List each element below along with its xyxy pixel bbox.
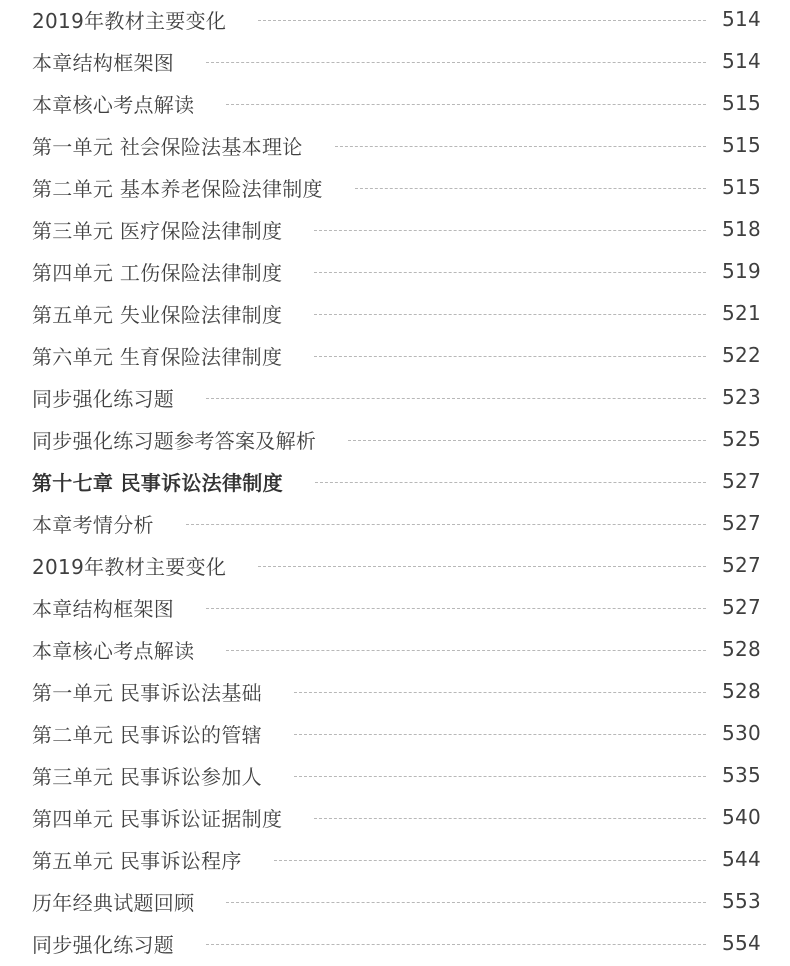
- toc-entry[interactable]: [32, 82, 762, 124]
- dot-leader: [335, 146, 706, 147]
- toc-entry-page: 515: [722, 133, 762, 157]
- dot-leader: [294, 734, 706, 735]
- dot-leader: [258, 566, 706, 567]
- toc-entry-page: 530: [722, 721, 762, 745]
- toc-entry-page: 523: [722, 385, 762, 409]
- toc-entry-page: 527: [722, 553, 762, 577]
- toc-entry-title: 第一单元 民事诉讼法基础: [32, 680, 262, 705]
- toc-entry-page: 515: [722, 175, 762, 199]
- dot-leader: [348, 440, 706, 441]
- toc-entry-page: 515: [722, 91, 762, 115]
- toc-entry-page: 527: [722, 511, 762, 535]
- toc-chapter-title: 第十七章 民事诉讼法律制度: [32, 470, 283, 495]
- toc-entry-title: 同步强化练习题参考答案及解析: [32, 428, 317, 453]
- toc-entry-page: 553: [722, 889, 762, 913]
- toc-entry-page: 528: [722, 637, 762, 661]
- toc-entry-title: 第二单元 民事诉讼的管辖: [32, 722, 262, 747]
- dot-leader: [206, 608, 706, 609]
- toc-entry-title: 本章结构框架图: [32, 596, 175, 621]
- toc-entry-title: 2019年教材主要变化: [32, 8, 227, 33]
- toc-entry-title: 同步强化练习题: [32, 932, 175, 957]
- toc-entry-page: 544: [722, 847, 762, 871]
- toc-entry[interactable]: [32, 670, 762, 712]
- toc-entry-title: 本章核心考点解读: [32, 92, 195, 117]
- toc-entry-title: 第三单元 民事诉讼参加人: [32, 764, 262, 789]
- dot-leader: [314, 314, 706, 315]
- toc-entry[interactable]: [32, 166, 762, 208]
- toc-entry-title: 第六单元 生育保险法律制度: [32, 344, 283, 369]
- toc-entry-title: 第四单元 民事诉讼证据制度: [32, 806, 283, 831]
- toc-entry[interactable]: [32, 754, 762, 796]
- dot-leader: [226, 650, 706, 651]
- toc-entry-title: 第三单元 医疗保险法律制度: [32, 218, 283, 243]
- toc-entry[interactable]: [32, 880, 762, 922]
- toc-entry-page: 528: [722, 679, 762, 703]
- toc-entry-page: 521: [722, 301, 762, 325]
- toc-entry[interactable]: [32, 124, 762, 166]
- toc-entry-page: 535: [722, 763, 762, 787]
- toc-entry-page: 518: [722, 217, 762, 241]
- dot-leader: [314, 356, 706, 357]
- toc-entry-title: 2019年教材主要变化: [32, 554, 227, 579]
- toc-entry[interactable]: [32, 586, 762, 628]
- toc-entry[interactable]: [32, 922, 762, 964]
- dot-leader: [294, 692, 706, 693]
- dot-leader: [274, 860, 706, 861]
- toc-entry-page: 514: [722, 49, 762, 73]
- toc-entry[interactable]: [32, 502, 762, 544]
- toc-entry-page: 525: [722, 427, 762, 451]
- dot-leader: [206, 62, 706, 63]
- toc-entry[interactable]: [32, 40, 762, 82]
- toc-entry[interactable]: [32, 0, 762, 40]
- toc-entry[interactable]: [32, 250, 762, 292]
- toc-entry[interactable]: [32, 628, 762, 670]
- dot-leader: [258, 20, 706, 21]
- dot-leader: [314, 230, 706, 231]
- toc-chapter-heading[interactable]: [32, 460, 762, 502]
- toc-entry-title: 第五单元 失业保险法律制度: [32, 302, 283, 327]
- dot-leader: [226, 104, 706, 105]
- toc-entry[interactable]: [32, 796, 762, 838]
- toc-entry-title: 第二单元 基本养老保险法律制度: [32, 176, 323, 201]
- toc-entry-page: 514: [722, 7, 762, 31]
- toc-entry[interactable]: [32, 334, 762, 376]
- toc-entry-title: 本章结构框架图: [32, 50, 175, 75]
- toc-entry-page: 527: [722, 595, 762, 619]
- dot-leader: [314, 818, 706, 819]
- toc-entry-title: 第五单元 民事诉讼程序: [32, 848, 242, 873]
- toc-entry-title: 本章核心考点解读: [32, 638, 195, 663]
- toc-entry-title: 本章考情分析: [32, 512, 154, 537]
- toc-entry[interactable]: [32, 544, 762, 586]
- toc-entry-page: 540: [722, 805, 762, 829]
- dot-leader: [355, 188, 706, 189]
- dot-leader: [226, 902, 706, 903]
- dot-leader: [206, 944, 706, 945]
- toc-entry-title: 第一单元 社会保险法基本理论: [32, 134, 303, 159]
- toc-entry-page: 522: [722, 343, 762, 367]
- toc-entry-title: 第四单元 工伤保险法律制度: [32, 260, 283, 285]
- dot-leader: [315, 482, 706, 483]
- toc-entry-title: 同步强化练习题: [32, 386, 175, 411]
- toc-entry[interactable]: [32, 712, 762, 754]
- toc-entry[interactable]: [32, 838, 762, 880]
- toc-entry-page: 527: [722, 469, 762, 493]
- toc-entry-page: 554: [722, 931, 762, 955]
- toc-entry[interactable]: [32, 208, 762, 250]
- dot-leader: [314, 272, 706, 273]
- toc-entry[interactable]: [32, 376, 762, 418]
- dot-leader: [186, 524, 706, 525]
- toc-entry-page: 519: [722, 259, 762, 283]
- toc-entry[interactable]: [32, 292, 762, 334]
- toc-entry-title: 历年经典试题回顾: [32, 890, 195, 915]
- toc-entry[interactable]: [32, 418, 762, 460]
- dot-leader: [206, 398, 706, 399]
- dot-leader: [294, 776, 706, 777]
